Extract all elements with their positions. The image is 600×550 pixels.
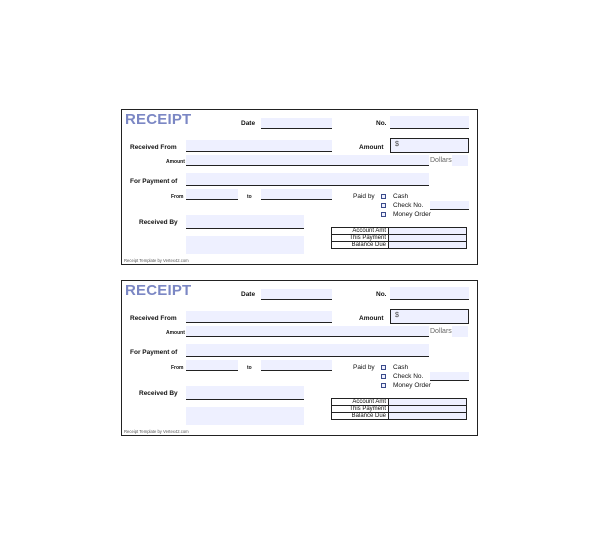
balance-due-label: Balance Due [332, 242, 389, 249]
date-field[interactable] [261, 289, 332, 300]
receipt-title: RECEIPT [125, 282, 192, 299]
balance-due-row [332, 242, 467, 249]
received-from-label: Received From [130, 315, 177, 322]
dollar-sign: $ [395, 141, 399, 148]
this-payment-field[interactable] [389, 406, 467, 413]
from-label: From [171, 365, 184, 371]
this-payment-field[interactable] [389, 235, 467, 242]
account-amt-field[interactable] [389, 399, 467, 406]
to-label: to [247, 365, 252, 371]
date-label: Date [241, 120, 256, 127]
check-checkbox[interactable] [381, 203, 386, 208]
receipt-1 [121, 109, 478, 265]
received-from-field[interactable] [186, 311, 332, 323]
from-date-field[interactable] [186, 360, 238, 371]
from-label: From [171, 194, 184, 200]
this-payment-row [332, 406, 467, 413]
dollars-fill [452, 326, 468, 337]
check-number-field[interactable] [430, 201, 469, 210]
for-payment-label: For Payment of [130, 178, 178, 185]
balance-due-row [332, 413, 467, 420]
template-footer: Receipt Template by Vertex42.com [124, 258, 189, 263]
money-order-label: Money Order [393, 382, 431, 389]
check-number-field[interactable] [430, 372, 469, 381]
balance-due-label: Balance Due [332, 413, 389, 420]
this-payment-row [332, 235, 467, 242]
dollars-fill [452, 155, 468, 166]
amount-label: Amount [359, 315, 384, 322]
check-checkbox[interactable] [381, 374, 386, 379]
receipt-number-field[interactable] [390, 287, 469, 300]
to-date-field[interactable] [261, 360, 332, 371]
balance-table [331, 398, 467, 420]
amount-words-label: Amount [166, 159, 185, 165]
receipt-title: RECEIPT [125, 111, 192, 128]
dollars-label: Dollars [430, 157, 452, 164]
receipt-2 [121, 280, 478, 436]
check-no-label: Check No. [393, 373, 424, 380]
to-label: to [247, 194, 252, 200]
received-by-field[interactable] [186, 215, 304, 229]
date-label: Date [241, 291, 256, 298]
paid-by-label: Paid by [353, 193, 375, 200]
received-by-field[interactable] [186, 386, 304, 400]
cash-label: Cash [393, 193, 409, 200]
paid-by-label: Paid by [353, 364, 375, 371]
received-from-label: Received From [130, 144, 177, 151]
amount-field[interactable] [390, 309, 469, 324]
for-payment-label: For Payment of [130, 349, 178, 356]
dollar-sign: $ [395, 312, 399, 319]
amount-words-label: Amount [166, 330, 185, 336]
account-amt-label: Account Amt [332, 399, 389, 406]
for-payment-field[interactable] [186, 344, 429, 357]
balance-table [331, 227, 467, 249]
template-footer: Receipt Template by Vertex42.com [124, 429, 189, 434]
amount-words-field[interactable] [186, 326, 429, 337]
no-label: No. [376, 120, 387, 127]
signature-area[interactable] [186, 236, 304, 254]
amount-field[interactable] [390, 138, 469, 153]
check-no-label: Check No. [393, 202, 424, 209]
account-amt-row [332, 399, 467, 406]
money-order-checkbox[interactable] [381, 383, 386, 388]
received-by-label: Received By [139, 390, 178, 397]
cash-checkbox[interactable] [381, 365, 386, 370]
no-label: No. [376, 291, 387, 298]
cash-label: Cash [393, 364, 409, 371]
receipt-number-field[interactable] [390, 116, 469, 129]
account-amt-field[interactable] [389, 228, 467, 235]
received-by-label: Received By [139, 219, 178, 226]
account-amt-row [332, 228, 467, 235]
balance-due-field[interactable] [389, 242, 467, 249]
money-order-checkbox[interactable] [381, 212, 386, 217]
for-payment-field[interactable] [186, 173, 429, 186]
date-field[interactable] [261, 118, 332, 129]
to-date-field[interactable] [261, 189, 332, 200]
money-order-label: Money Order [393, 211, 431, 218]
amount-words-field[interactable] [186, 155, 429, 166]
balance-due-field[interactable] [389, 413, 467, 420]
this-payment-label: This Payment [332, 406, 389, 413]
received-from-field[interactable] [186, 140, 332, 152]
account-amt-label: Account Amt [332, 228, 389, 235]
signature-area[interactable] [186, 407, 304, 425]
this-payment-label: This Payment [332, 235, 389, 242]
cash-checkbox[interactable] [381, 194, 386, 199]
amount-label: Amount [359, 144, 384, 151]
from-date-field[interactable] [186, 189, 238, 200]
dollars-label: Dollars [430, 328, 452, 335]
